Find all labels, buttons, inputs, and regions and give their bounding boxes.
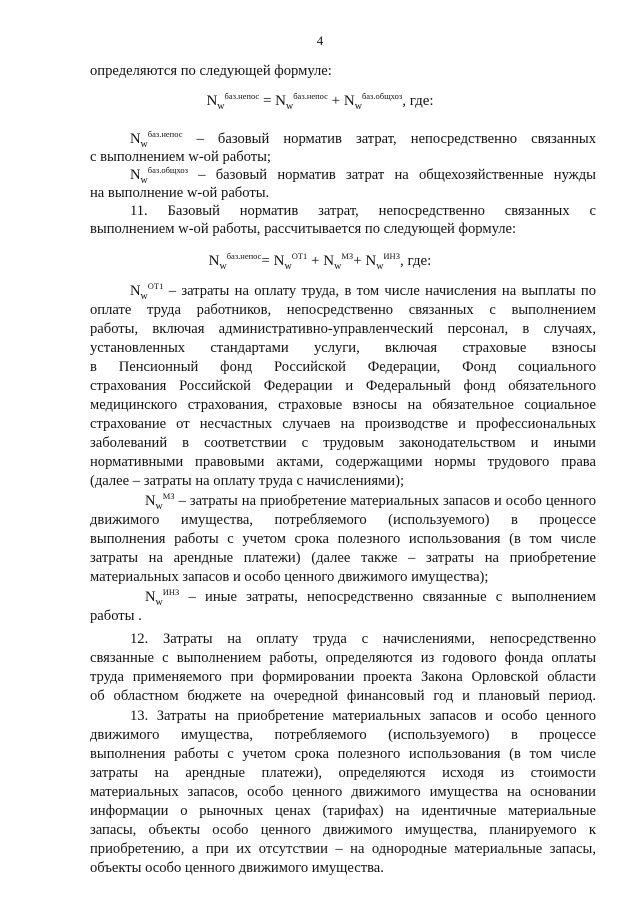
text-line: работы, включая административно-управленческий персонал, в случаях, bbox=[90, 321, 596, 337]
text-line: в Пенсионный фонд Российской Федерации, Фонд социального bbox=[90, 359, 596, 375]
definition-line: $N_w^{МЗ}$ – затраты на приобретение материальных запасов и особо ценного bbox=[145, 491, 596, 512]
text-line: нормативными правовыми актами, содержащими нормы трудового права bbox=[90, 454, 596, 470]
text-line: с выполнением w-ой работы; bbox=[90, 149, 271, 165]
text-line: медицинского страхования, страховые взносы на обязательное социальное bbox=[90, 397, 596, 413]
text-line: информации о рыночных ценах (тарифах) на идентичные материальные bbox=[90, 803, 596, 819]
definition-line: $N_w^{ИНЗ}$ – иные затраты, непосредственно связанные с выполнением bbox=[145, 587, 596, 608]
text-line: материальных запасов, особо ценного движимого имущества на основании bbox=[90, 784, 596, 800]
text-line: выполнения работы с учетом срока полезного использования (в том числе bbox=[90, 531, 596, 547]
text-line: объекты особо ценного движимого имущества. bbox=[90, 860, 384, 876]
text-line: связанные с выполнением работы, определяются из годового фонда оплаты bbox=[90, 650, 596, 666]
text-line: заболеваний в соответствии с трудовым законодательством и иными bbox=[90, 435, 596, 451]
paragraph-13-line: 13. Затраты на приобретение материальных запасов и особо ценного bbox=[130, 708, 596, 724]
text-line: движимого имущества, потребляемого (используемого) в процессе bbox=[90, 512, 596, 528]
text-line: оплате труда работников, непосредственно связанных с выполнением bbox=[90, 302, 596, 318]
text-line: работы . bbox=[90, 608, 142, 624]
text-line: приобретению, а при их отсутствии – на однородные материальные запасы, bbox=[90, 841, 596, 857]
text-line: материальных запасов и особо ценного движимого имущества); bbox=[90, 569, 489, 585]
text-line: запасы, объекты особо ценного движимого имущества, планируемого к bbox=[90, 822, 596, 838]
text-line: страхования Российской Федерации и Федеральный фонд обязательного bbox=[90, 378, 596, 394]
text-line: установленных стандартами услуги, включая страховые взносы bbox=[90, 340, 596, 356]
definition-line: $N_w^{баз.непос}$ – базовый норматив затрат, непосредственно связанных bbox=[130, 129, 596, 150]
text-line: затраты на арендные платежи), определяются исходя из стоимости bbox=[90, 765, 596, 781]
text-line: определяются по следующей формуле: bbox=[90, 63, 332, 79]
text-line: (далее – затраты на оплату труда с начислениями); bbox=[90, 473, 405, 489]
text-line: на выполнение w-ой работы. bbox=[90, 185, 270, 201]
text-line: труда применяемого при формировании проекта Закона Орловской области bbox=[90, 669, 596, 685]
page-number: 4 bbox=[316, 33, 324, 48]
text-line: страхование от несчастных случаев на производстве и профессиональных bbox=[90, 416, 596, 432]
paragraph-11-line: 11. Базовый норматив затрат, непосредственно связанных с bbox=[130, 203, 596, 219]
text-line: выполнения работы с учетом срока полезного использования (в том числе bbox=[90, 746, 596, 762]
text-line: затраты на арендные платежи) (далее также – затраты на приобретение bbox=[90, 550, 596, 566]
text-line: движимого имущества, потребляемого (используемого) в процессе bbox=[90, 727, 596, 743]
formula-base: $N_w^{баз.непос} = N_w^{баз.непос} + N_w^{баз.общхоз}$, где: bbox=[206, 91, 434, 112]
text-line: об областном бюджете на очередной финансовый год и плановый период. bbox=[90, 688, 596, 704]
formula-direct: $N_w^{баз.непос}= N_w^{ОТ1} + N_w^{МЗ}+ N_w^{ИНЗ}$, где: bbox=[208, 251, 432, 272]
definition-line: $N_w^{ОТ1}$ – затраты на оплату труда, в том числе начисления на выплаты по bbox=[130, 281, 596, 302]
text-line: выполнением w-ой работы, рассчитывается по следующей формуле: bbox=[90, 221, 517, 237]
definition-line: $N_w^{баз.общхоз}$ – базовый норматив затрат на общехозяйственные нужды bbox=[130, 165, 596, 186]
paragraph-12-line: 12. Затраты на оплату труда с начислениями, непосредственно bbox=[130, 631, 596, 647]
